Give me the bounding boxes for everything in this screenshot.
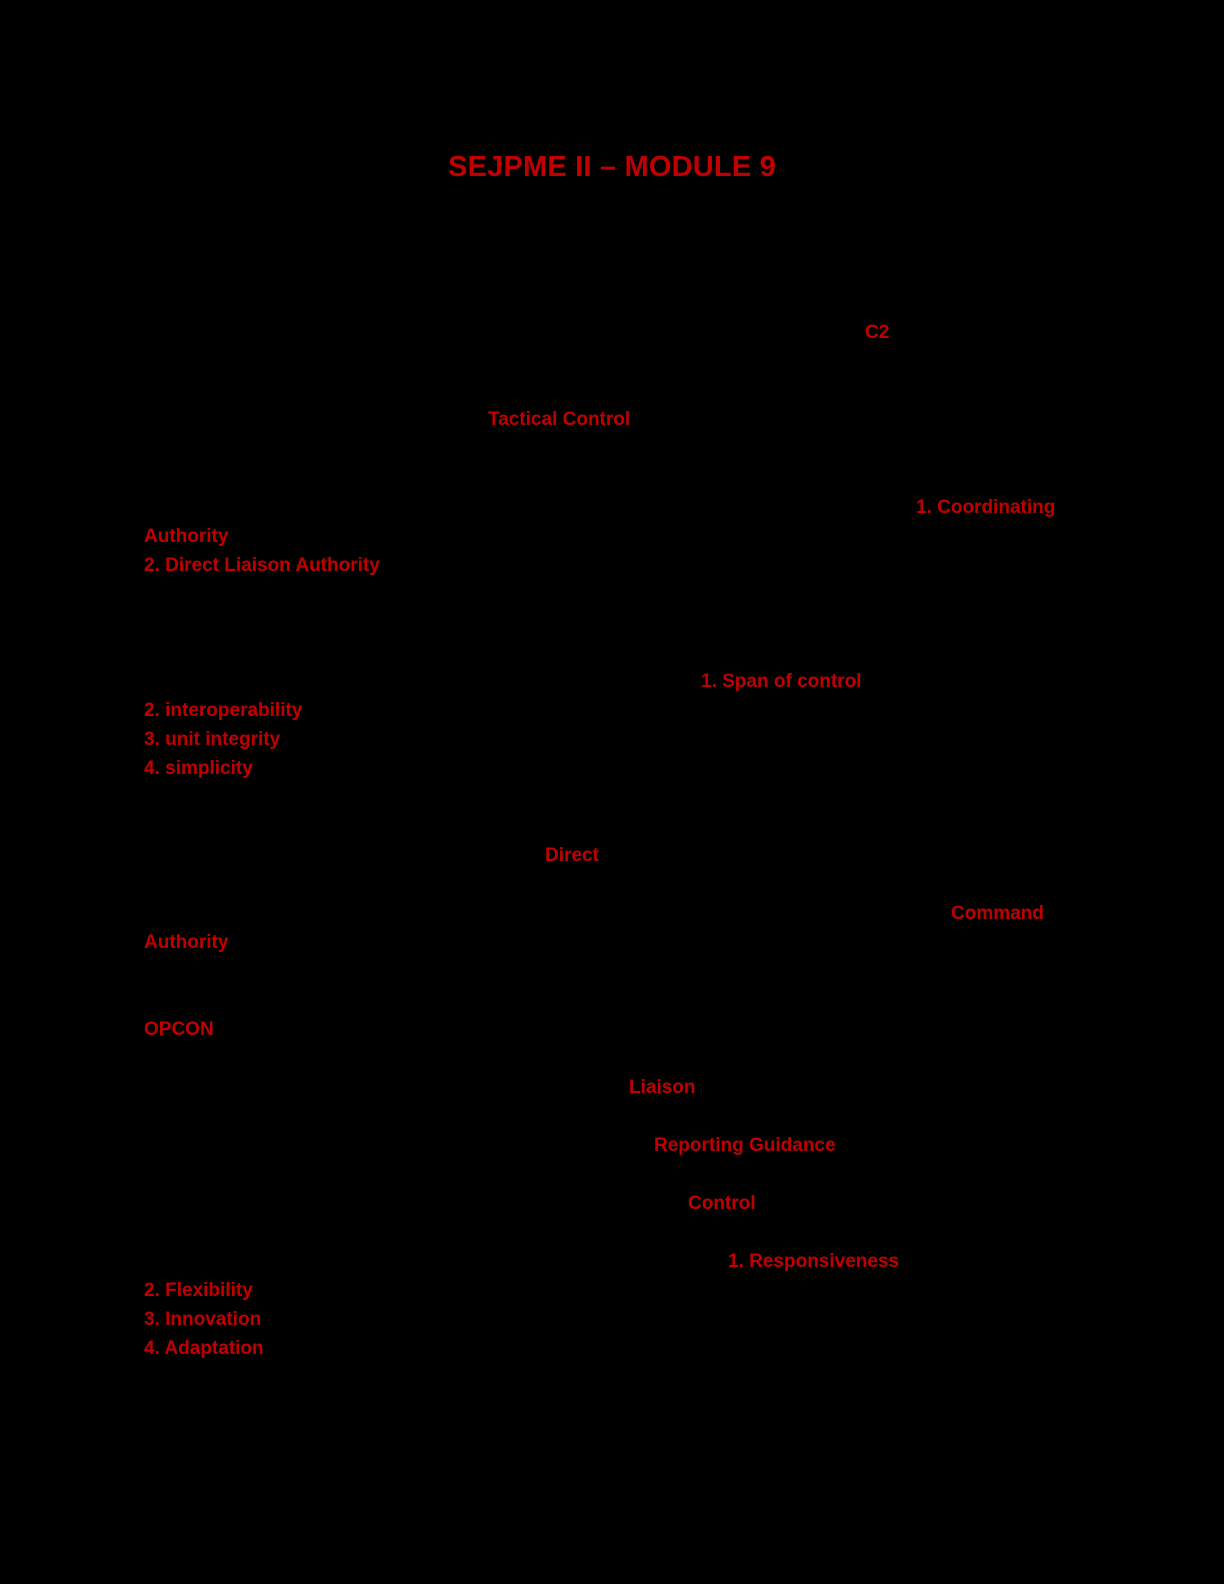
answer-command-authority-line2: Authority xyxy=(144,932,229,953)
answer-command-authority-line1: Command xyxy=(951,903,1044,924)
answer-opcon: OPCON xyxy=(144,1019,214,1040)
answer-direct: Direct xyxy=(545,845,599,866)
answer-adaptation: 4. Adaptation xyxy=(144,1338,264,1359)
answer-interoperability: 2. interoperability xyxy=(144,700,303,721)
answer-liaison: Liaison xyxy=(629,1077,696,1098)
answer-reporting-guidance: Reporting Guidance xyxy=(654,1135,836,1156)
document-title: SEJPME II – MODULE 9 xyxy=(448,151,776,183)
answer-c2: C2 xyxy=(865,322,890,343)
answer-span-of-control: 1. Span of control xyxy=(701,671,862,692)
answer-control: Control xyxy=(688,1193,756,1214)
answer-flexibility: 2. Flexibility xyxy=(144,1280,253,1301)
answer-unit-integrity: 3. unit integrity xyxy=(144,729,281,750)
answer-innovation: 3. Innovation xyxy=(144,1309,262,1330)
answer-coordinating-authority-line1: 1. Coordinating xyxy=(916,497,1056,518)
answer-direct-liaison-authority: 2. Direct Liaison Authority xyxy=(144,555,380,576)
answer-simplicity: 4. simplicity xyxy=(144,758,253,779)
answer-responsiveness: 1. Responsiveness xyxy=(728,1251,900,1272)
answer-tactical-control: Tactical Control xyxy=(488,409,631,430)
answer-coordinating-authority-line2: Authority xyxy=(144,526,229,547)
